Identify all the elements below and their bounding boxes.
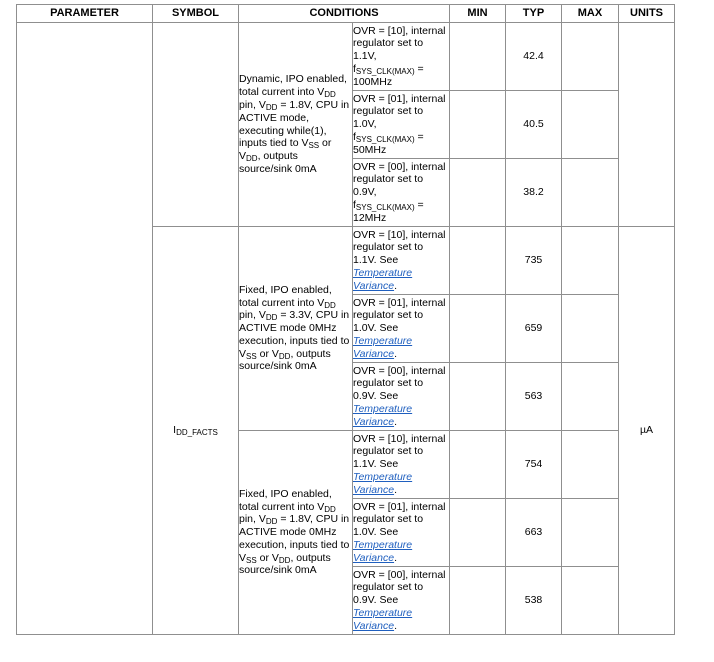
max-cell [562, 227, 619, 295]
header-conditions: CONDITIONS [239, 5, 450, 23]
typ-cell: 538 [506, 567, 562, 635]
min-cell [450, 227, 506, 295]
subscript: SYS_CLK(MAX) [355, 134, 415, 144]
ovr-text: OVR = [00], internal regulator set to 0.9V. See [353, 364, 446, 403]
header-max: MAX [562, 5, 619, 23]
ovr-cell: OVR = [01], internal regulator set to 1.0V. See Temperature Variance. [353, 499, 450, 567]
condition-text: Fixed, IPO enabled, total current into $V_{DD}$ pin, $V_{DD} = 3.3V$, CPU in ACTIVE mode 0MHz execution, inputs tied to $V_{SS}$ or $V_{DD}$, outputs source/sink 0mA [239, 283, 350, 373]
max-cell [562, 567, 619, 635]
condition-text: Dynamic, IPO enabled, total current into $V_{DD}$ pin, $V_{DD} = 1.8V$, CPU in ACTIVE mode, executing while(1), inputs tied to $V_{SS}$ or $V_{DD}$, outputs source/sink 0mA [239, 73, 350, 175]
subscript: SS [246, 555, 257, 565]
temperature-variance-link[interactable]: Temperature Variance [353, 470, 413, 496]
subscript: DD [324, 300, 336, 310]
typ-cell: 563 [506, 363, 562, 431]
ovr-text: OVR = [00], internal regulator set to 0.9V, [353, 160, 446, 199]
min-cell [450, 431, 506, 499]
parameter-cell [17, 23, 153, 635]
subscript: DD [278, 555, 291, 565]
max-cell [562, 499, 619, 567]
temperature-variance-link[interactable]: Temperature Variance [353, 402, 413, 428]
temperature-variance-link[interactable]: Temperature Variance [353, 334, 413, 360]
typ-cell: 40.5 [506, 91, 562, 159]
symbol-subscript: DD_FACTS [176, 428, 218, 438]
header-row [17, 5, 675, 23]
subscript: SYS_CLK(MAX) [355, 66, 415, 76]
header-units: UNITS [619, 5, 675, 23]
typ-cell: 735 [506, 227, 562, 295]
max-cell [562, 91, 619, 159]
ovr-cell [353, 159, 450, 227]
max-cell [562, 23, 619, 91]
subscript: DD [265, 102, 278, 112]
max-cell [562, 159, 619, 227]
table-row [17, 23, 675, 91]
ovr-cell: OVR = [10], internal regulator set to 1.1V. See Temperature Variance. [353, 431, 450, 499]
typ-cell: 38.2 [506, 159, 562, 227]
typ-cell: 42.4 [506, 23, 562, 91]
subscript: DD [246, 154, 258, 164]
subscript: SYS_CLK(MAX) [355, 202, 415, 212]
subscript: SS [246, 351, 257, 361]
condition-cell [239, 23, 353, 227]
symbol-cell [153, 227, 239, 635]
ovr-cell: OVR = [01], internal regulator set to 1.0V. See Temperature Variance. [353, 295, 450, 363]
ovr-text: OVR = [10], internal regulator set to 1.1V. See [353, 432, 446, 471]
spec-table [16, 4, 675, 635]
ovr-text: OVR = [00], internal regulator set to 0.9V. See [353, 568, 446, 607]
header-symbol: SYMBOL [153, 5, 239, 23]
subscript: DD [324, 90, 336, 100]
subscript: DD [278, 351, 291, 361]
units-cell: µA [619, 227, 675, 635]
min-cell [450, 159, 506, 227]
header-min: MIN [450, 5, 506, 23]
frequency-text: $f_{SYS\_CLK(MAX)} = 12MHz$ [353, 198, 424, 224]
typ-cell: 663 [506, 499, 562, 567]
ovr-text: OVR = [01], internal regulator set to 1.0V. See [353, 296, 446, 335]
typ-cell: 754 [506, 431, 562, 499]
units-cell-empty [619, 23, 675, 227]
subscript: DD [265, 313, 278, 323]
ovr-cell: OVR = [00], internal regulator set to 0.9V. See Temperature Variance. [353, 567, 450, 635]
subscript: DD [324, 504, 336, 514]
temperature-variance-link[interactable]: Temperature Variance [353, 538, 413, 564]
typ-cell: 659 [506, 295, 562, 363]
min-cell [450, 23, 506, 91]
max-cell [562, 295, 619, 363]
condition-cell [239, 227, 353, 431]
temperature-variance-link[interactable]: Temperature Variance [353, 266, 413, 292]
header-parameter: PARAMETER [17, 5, 153, 23]
ovr-text: OVR = [01], internal regulator set to 1.0V. See [353, 500, 446, 539]
temperature-variance-link[interactable]: Temperature Variance [353, 606, 413, 632]
ovr-text: OVR = [10], internal regulator set to 1.1V, [353, 24, 446, 63]
subscript: SS [308, 141, 320, 151]
min-cell [450, 499, 506, 567]
ovr-cell: OVR = [00], internal regulator set to 0.9V. See Temperature Variance. [353, 363, 450, 431]
min-cell [450, 295, 506, 363]
subscript: DD [265, 517, 278, 527]
condition-cell [239, 431, 353, 635]
symbol-cell-empty [153, 23, 239, 227]
max-cell [562, 431, 619, 499]
header-typ: TYP [506, 5, 562, 23]
symbol-main: I [173, 424, 177, 437]
ovr-text: OVR = [01], internal regulator set to 1.0V, [353, 92, 446, 131]
min-cell [450, 567, 506, 635]
ovr-cell: OVR = [10], internal regulator set to 1.1V. See Temperature Variance. [353, 227, 450, 295]
ovr-cell [353, 91, 450, 159]
min-cell [450, 91, 506, 159]
frequency-text: $f_{SYS\_CLK(MAX)} = 100MHz$ [353, 62, 424, 88]
ovr-text: OVR = [10], internal regulator set to 1.1V. See [353, 228, 446, 267]
frequency-text: $f_{SYS\_CLK(MAX)} = 50MHz$ [353, 130, 424, 156]
min-cell [450, 363, 506, 431]
max-cell [562, 363, 619, 431]
condition-text: Fixed, IPO enabled, total current into $V_{DD}$ pin, $V_{DD} = 1.8V$, CPU in ACTIVE mode 0MHz execution, inputs tied to $V_{SS}$ or $V_{DD}$, outputs source/sink 0mA [239, 487, 350, 577]
ovr-cell [353, 23, 450, 91]
